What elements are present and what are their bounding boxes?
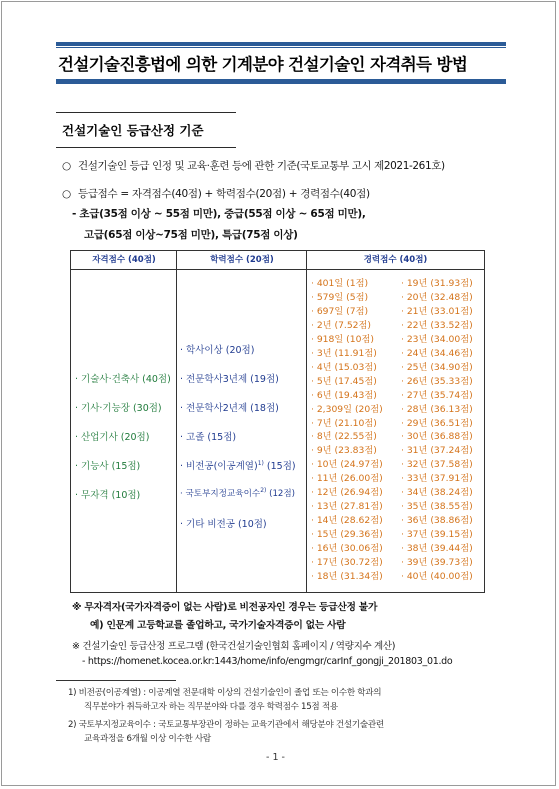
experience-item: · 3년 (11.91점) [311, 347, 377, 359]
section-title: 건설기술인 등급산정 기준 [62, 123, 204, 138]
experience-item: · 40년 (40.00점) [401, 570, 473, 582]
experience-item: · 15년 (29.36점) [311, 529, 383, 541]
experience-item: · 31년 (37.24점) [401, 445, 473, 457]
experience-item: · 401일 (1점) [311, 278, 369, 289]
experience-item: · 5년 (17.45점) [311, 375, 377, 387]
score-formula-text: 등급점수 = 자격점수(40점) + 학력점수(20점) + 경력점수(40점) [78, 188, 370, 200]
experience-item: · 6년 (19.43점) [311, 389, 377, 401]
experience-item: · 34년 (38.24점) [401, 487, 473, 499]
education-item: · 기타 비전공 (10점) [180, 519, 267, 530]
score-table [70, 250, 485, 593]
column-divider [176, 251, 177, 592]
title-block [56, 42, 506, 84]
experience-item: · 8년 (22.55점) [311, 431, 377, 443]
experience-item: · 9년 (23.83점) [311, 445, 377, 457]
column-divider [306, 251, 307, 592]
experience-item: · 18년 (31.34점) [311, 570, 383, 582]
footnote-1-cont: 직무분야가 취득하고자 하는 직무분야와 다를 경우 학력점수 15점 적용 [84, 702, 338, 712]
education-points: (12점) [266, 489, 296, 499]
education-item: · 고졸 (15점) [180, 432, 237, 443]
program-link[interactable]: - https://homenet.kocea.or.kr:1443/home/info/engmgr/carInf_gongji_201803_01.do [82, 656, 453, 667]
education-label: · 국토부지정교육이수 [180, 489, 261, 499]
footnote-divider [56, 680, 176, 681]
experience-item: · 2년 (7.52점) [311, 319, 371, 331]
footnote-ref: 1) [257, 459, 264, 467]
experience-item: · 28년 (36.13점) [401, 403, 473, 415]
header-experience: 경력점수 (40점) [307, 251, 484, 270]
experience-item: · 13년 (27.81점) [311, 501, 383, 513]
experience-item: · 35년 (38.55점) [401, 501, 473, 513]
experience-item: · 25년 (34.90점) [401, 361, 473, 373]
experience-item: · 11년 (26.00점) [311, 473, 383, 485]
education-item: · 학사이상 (20점) [180, 345, 255, 356]
qualification-item: · 기사·기능장 (30점) [75, 403, 162, 414]
footnote-ref: 2) [260, 487, 267, 495]
criteria-bullet [62, 158, 445, 173]
document-title: 건설기술진흥법에 의한 기계분야 건설기술인 자격취득 방법 [58, 55, 468, 74]
education-label: · 비전공(이공계열) [180, 461, 258, 472]
bullet-circle-icon: ○ [62, 188, 71, 200]
experience-item: · 12년 (26.94점) [311, 487, 383, 499]
criteria-text: 건설기술인 등급 인정 및 교육·훈련 등에 관한 기준(국토교통부 고시 제2021-261호) [78, 160, 445, 172]
experience-item: · 10년 (24.97점) [311, 459, 383, 471]
qualification-item: · 무자격 (10점) [75, 490, 141, 501]
experience-item: · 19년 (31.93점) [401, 278, 473, 289]
education-item [180, 487, 295, 499]
experience-item: · 2,309일 (20점) [311, 403, 383, 415]
experience-item: · 20년 (32.48점) [401, 291, 473, 303]
experience-item: · 39년 (39.73점) [401, 557, 473, 568]
experience-item: · 38년 (39.44점) [401, 543, 473, 555]
experience-item: · 7년 (21.10점) [311, 417, 377, 429]
education-item: · 전문학사2년제 (18점) [180, 403, 279, 414]
experience-item: · 21년 (33.01점) [401, 305, 473, 317]
title-bottom-bar [56, 80, 506, 84]
education-points: (15점) [263, 461, 296, 472]
experience-item: · 918일 (10점) [311, 333, 374, 345]
experience-item: · 14년 (28.62점) [311, 515, 383, 527]
experience-item: · 24년 (34.46점) [401, 347, 473, 359]
grade-ranges-line2: 고급(65점 이상~75점 미만), 특급(75점 이상) [84, 229, 298, 241]
experience-item: · 26년 (35.33점) [401, 375, 473, 387]
experience-item: · 697일 (7점) [311, 305, 369, 317]
experience-item: · 32년 (37.58점) [401, 459, 473, 471]
education-item: · 전문학사3년제 (19점) [180, 374, 279, 385]
footnote-2-cont: 교육과정을 6개월 이상 이수한 사람 [84, 734, 211, 744]
experience-item: · 579일 (5점) [311, 291, 369, 303]
education-item [180, 458, 296, 472]
experience-item: · 22년 (33.52점) [401, 319, 473, 331]
experience-item: · 37년 (39.15점) [401, 529, 473, 541]
grade-ranges-line1: - 초급(35점 이상 ~ 55점 미만), 중급(55점 이상 ~ 65점 미만), [72, 208, 366, 220]
experience-item: · 16년 (30.06점) [311, 543, 383, 555]
experience-item: · 4년 (15.03점) [311, 361, 377, 373]
footnote-2: 2) 국토부지정교육이수 : 국토교통부장관이 정하는 교육기관에서 해당분야 건설기술관련 [68, 720, 384, 730]
experience-item: · 29년 (36.51점) [401, 417, 473, 429]
experience-item: · 33년 (37.91점) [401, 473, 473, 485]
score-formula-bullet [62, 186, 370, 201]
experience-item: · 23년 (34.00점) [401, 333, 473, 345]
experience-item: · 27년 (35.74점) [401, 389, 473, 401]
section-heading-box [56, 112, 236, 148]
no-qualification-note: ※ 무자격자(국가자격증이 없는 사람)로 비전공자인 경우는 등급산정 불가 [72, 602, 378, 613]
bullet-circle-icon: ○ [62, 160, 71, 172]
no-qualification-example: 예) 인문계 고등학교를 졸업하고, 국가기술자격증이 없는 사람 [90, 620, 346, 631]
title-top-bar [56, 42, 506, 46]
footnote-1: 1) 비전공(이공계열) : 이공계열 전문대학 이상의 건설기술인이 졸업 또는 이수한 학과의 [68, 688, 382, 698]
qualification-item: · 기술사·건축사 (40점) [75, 374, 171, 385]
header-qualification: 자격점수 (40점) [71, 251, 177, 270]
experience-item: · 36년 (38.86점) [401, 515, 473, 527]
qualification-item: · 기능사 (15점) [75, 461, 141, 472]
program-note: ※ 건설기술인 등급산정 프로그램 (한국건설기술인협회 홈페이지 / 역량지수 계산) [72, 641, 396, 652]
experience-item: · 17년 (30.72점) [311, 557, 383, 568]
page-number: - 1 - [266, 752, 285, 763]
experience-item: · 30년 (36.88점) [401, 431, 473, 443]
qualification-item: · 산업기사 (20점) [75, 432, 150, 443]
header-education: 학력점수 (20점) [177, 251, 307, 270]
